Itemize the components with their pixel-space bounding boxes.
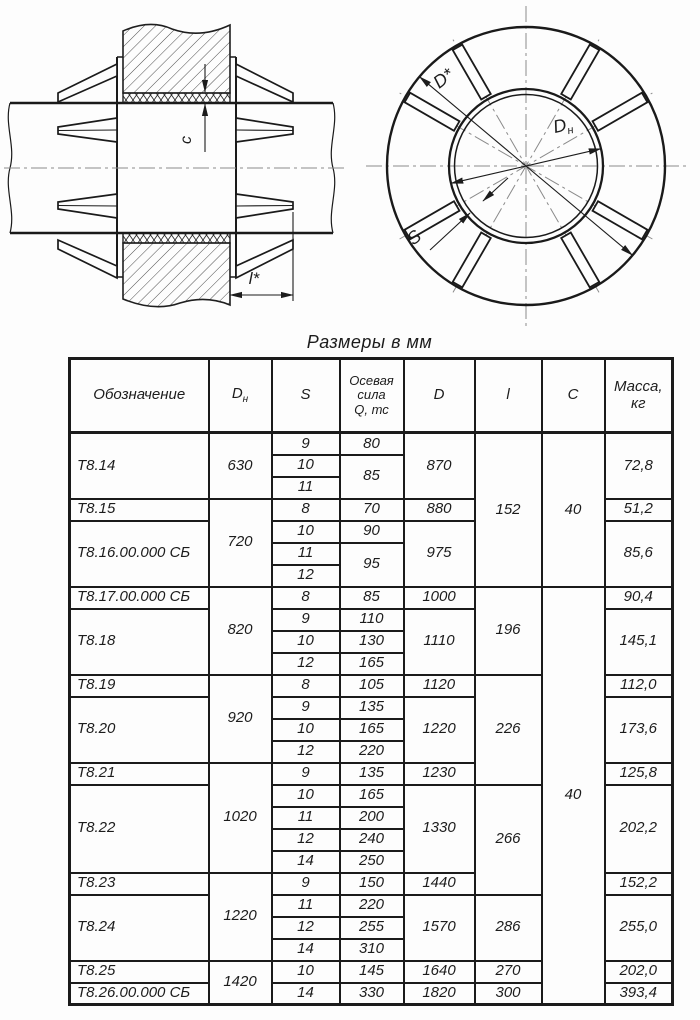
cell-s: 10: [272, 785, 340, 807]
cell-q: 110: [340, 609, 404, 631]
cell-s: 11: [272, 477, 340, 499]
cell-designation: Т8.26.00.000 СБ: [70, 983, 209, 1005]
cell-q: 85: [340, 455, 404, 499]
cell-d: 1120: [404, 675, 475, 697]
cell-s: 12: [272, 829, 340, 851]
cell-q: 95: [340, 543, 404, 587]
cell-q: 135: [340, 697, 404, 719]
cell-designation: Т8.24: [70, 895, 209, 961]
header-d: D: [404, 359, 475, 433]
cell-designation: Т8.22: [70, 785, 209, 873]
cell-d: 880: [404, 499, 475, 521]
dimension-l-label: l*: [248, 269, 260, 288]
cell-s: 10: [272, 455, 340, 477]
cell-s: 12: [272, 653, 340, 675]
dimension-c-label: c: [178, 136, 195, 144]
cell-d: 1220: [404, 697, 475, 763]
cell-s: 9: [272, 433, 340, 455]
cell-mass: 202,0: [605, 961, 673, 983]
cell-q: 90: [340, 521, 404, 543]
cell-dn: 1220: [209, 873, 272, 961]
cell-designation: Т8.18: [70, 609, 209, 675]
cell-s: 8: [272, 499, 340, 521]
header-l: l: [475, 359, 542, 433]
cell-s: 8: [272, 587, 340, 609]
dimension-dstar-label: D*: [429, 64, 458, 93]
cell-s: 12: [272, 917, 340, 939]
cell-mass: 90,4: [605, 587, 673, 609]
cell-q: 165: [340, 785, 404, 807]
cell-l: 266: [475, 785, 542, 895]
header-s: S: [272, 359, 340, 433]
table-header-row: [70, 359, 673, 433]
cell-designation: Т8.16.00.000 СБ: [70, 521, 209, 587]
cell-mass: 173,6: [605, 697, 673, 763]
cell-s: 9: [272, 609, 340, 631]
cell-dn: 920: [209, 675, 272, 763]
dimension-dn-label: $D_н$: [551, 114, 575, 138]
cell-q: 220: [340, 741, 404, 763]
cell-q: 105: [340, 675, 404, 697]
cell-d: 1330: [404, 785, 475, 873]
cell-d: 975: [404, 521, 475, 587]
cell-q: 310: [340, 939, 404, 961]
cell-s: 14: [272, 983, 340, 1005]
cell-mass: 51,2: [605, 499, 673, 521]
cell-designation: Т8.20: [70, 697, 209, 763]
header-dn: $D_н$: [209, 359, 272, 433]
cell-c: 40: [542, 587, 605, 1005]
cell-mass: 393,4: [605, 983, 673, 1005]
cell-q: 330: [340, 983, 404, 1005]
cell-d: 1820: [404, 983, 475, 1005]
wall-section: [123, 24, 230, 306]
cell-l: 286: [475, 895, 542, 961]
cell-q: 150: [340, 873, 404, 895]
header-mass: Масса, кг: [605, 359, 673, 433]
cell-q: 165: [340, 653, 404, 675]
cell-designation: Т8.15: [70, 499, 209, 521]
cell-q: 145: [340, 961, 404, 983]
cell-mass: 72,8: [605, 433, 673, 499]
cell-dn: 630: [209, 433, 272, 499]
cell-s: 14: [272, 851, 340, 873]
cell-s: 14: [272, 939, 340, 961]
cell-s: 9: [272, 873, 340, 895]
cell-s: 10: [272, 521, 340, 543]
cell-s: 12: [272, 741, 340, 763]
cell-s: 10: [272, 961, 340, 983]
table-title: Размеры в мм: [306, 332, 433, 352]
cell-l: 196: [475, 587, 542, 675]
cell-designation: Т8.19: [70, 675, 209, 697]
cell-q: 255: [340, 917, 404, 939]
cell-dn: 1020: [209, 763, 272, 873]
section-view-drawing: [0, 0, 350, 330]
cell-s: 10: [272, 631, 340, 653]
cell-s: 9: [272, 697, 340, 719]
cell-mass: 255,0: [605, 895, 673, 961]
cell-d: 1640: [404, 961, 475, 983]
header-c: C: [542, 359, 605, 433]
cell-l: 152: [475, 433, 542, 587]
cell-q: 70: [340, 499, 404, 521]
cell-mass: 152,2: [605, 873, 673, 895]
cell-l: 300: [475, 983, 542, 1005]
cell-q: 220: [340, 895, 404, 917]
cell-mass: 145,1: [605, 609, 673, 675]
table-row: [70, 587, 673, 609]
cell-s: 12: [272, 565, 340, 587]
cell-q: 130: [340, 631, 404, 653]
dimensions-table: [68, 357, 674, 1006]
cell-q: 165: [340, 719, 404, 741]
table-body: [70, 433, 673, 1005]
cell-d: 1000: [404, 587, 475, 609]
cell-q: 85: [340, 587, 404, 609]
header-axial-force: Осевая сила Q, тс: [340, 359, 404, 433]
cell-d: 1570: [404, 895, 475, 961]
cell-q: 200: [340, 807, 404, 829]
dimension-s-label: S: [403, 225, 426, 249]
cell-d: 1230: [404, 763, 475, 785]
cell-mass: 85,6: [605, 521, 673, 587]
cell-dn: 1420: [209, 961, 272, 1005]
cell-q: 135: [340, 763, 404, 785]
cell-q: 240: [340, 829, 404, 851]
cell-q: 250: [340, 851, 404, 873]
plan-view-drawing: [350, 0, 700, 330]
cell-q: 80: [340, 433, 404, 455]
cell-dn: 820: [209, 587, 272, 675]
cell-s: 11: [272, 543, 340, 565]
cell-s: 8: [272, 675, 340, 697]
cell-s: 11: [272, 895, 340, 917]
table-row: [70, 433, 673, 455]
cell-c: 40: [542, 433, 605, 587]
cell-designation: Т8.17.00.000 СБ: [70, 587, 209, 609]
cell-designation: Т8.23: [70, 873, 209, 895]
cell-mass: 125,8: [605, 763, 673, 785]
cell-l: 270: [475, 961, 542, 983]
cell-dn: 720: [209, 499, 272, 587]
cell-l: 226: [475, 675, 542, 785]
header-designation: Обозначение: [70, 359, 209, 433]
cell-mass: 112,0: [605, 675, 673, 697]
cell-s: 10: [272, 719, 340, 741]
cell-designation: Т8.25: [70, 961, 209, 983]
cell-mass: 202,2: [605, 785, 673, 873]
cell-s: 9: [272, 763, 340, 785]
cell-d: 1110: [404, 609, 475, 675]
cell-s: 11: [272, 807, 340, 829]
cell-d: 870: [404, 433, 475, 499]
cell-d: 1440: [404, 873, 475, 895]
cell-designation: Т8.14: [70, 433, 209, 499]
cell-designation: Т8.21: [70, 763, 209, 785]
